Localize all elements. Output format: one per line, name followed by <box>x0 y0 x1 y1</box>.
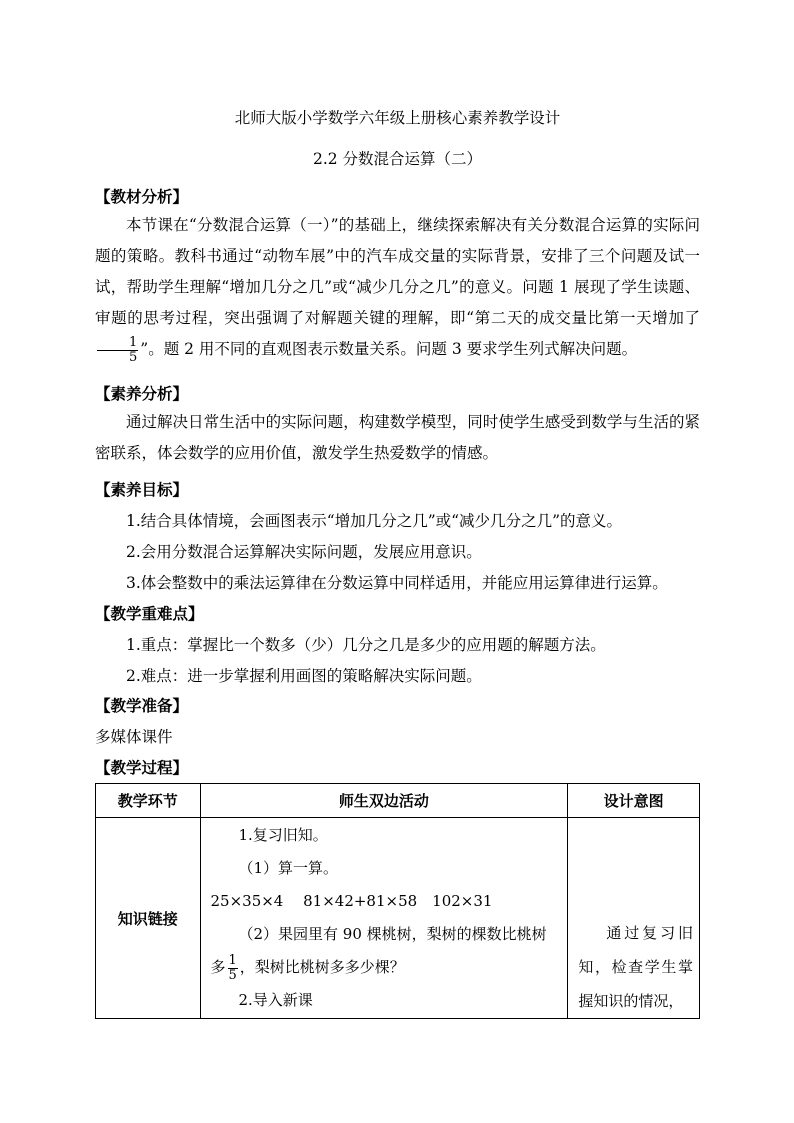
activity-line: （2）果园里有 90 棵桃树，梨树的棵数比桃树 <box>238 925 547 943</box>
activity-line: 1.复习旧知。 <box>238 826 328 844</box>
fraction-denominator: 5 <box>228 967 237 983</box>
table-row <box>96 818 700 1019</box>
section-heading-goals: 【素养目标】 <box>95 480 189 499</box>
keypoint-item-1: 1.重点：掌握比一个数多（少）几分之几是多少的应用题的解题方法。 <box>126 636 606 654</box>
activity-text: 多 <box>210 958 226 976</box>
activity-cell <box>200 818 568 1019</box>
fraction-numerator: 1 <box>97 336 138 351</box>
fraction-one-fifth <box>228 954 238 983</box>
column-header-activity: 师生双边活动 <box>200 784 568 818</box>
activity-line <box>211 951 567 984</box>
stage-cell: 知识链接 <box>96 818 201 1019</box>
goal-item-2: 2.会用分数混合运算解决实际问题，发展应用意识。 <box>126 543 482 561</box>
section-heading-prep: 【教学准备】 <box>95 696 189 715</box>
column-header-stage: 教学环节 <box>96 784 201 818</box>
textbook-text-part-1: 本节课在“分数混合运算（一）”的基础上，继续探索解决有关分数混合运算的实际问题的策略。教科书通过“动物车展”中的汽车成交量的实际背景，安排了三个问题及试一试，帮助学生理解“增加几分之几”或“减少几分之几”的意义。问题 1 展现了学生读题、审题的思考过程，突出强调了对解题关键的理解，即“第二天的成交量比第一天增加了 <box>95 216 700 327</box>
fraction-denominator: 5 <box>129 349 138 365</box>
section-heading-textbook: 【教材分析】 <box>95 187 189 206</box>
prep-text: 多媒体课件 <box>95 728 173 746</box>
literacy-analysis-paragraph: 通过解决日常生活中的实际问题，构建数学模型，同时使学生感受到数学与生活的紧密联系，体会数学的应用价值，激发学生热爱数学的情感。 <box>95 413 700 462</box>
activity-line: （1）算一算。 <box>238 859 339 877</box>
teaching-process-table <box>95 783 700 1019</box>
textbook-analysis-paragraph <box>95 210 700 365</box>
fraction-numerator: 1 <box>228 952 237 968</box>
lesson-title: 2.2 分数混合运算（二） <box>312 150 483 168</box>
column-header-intent: 设计意图 <box>568 784 700 818</box>
activity-line: 2.导入新课 <box>238 991 313 1009</box>
table-header-row <box>96 784 700 818</box>
section-heading-process: 【教学过程】 <box>95 758 189 777</box>
fraction-one-fifth <box>97 336 138 365</box>
document-title: 北师大版小学数学六年级上册核心素养教学设计 <box>234 109 561 127</box>
intent-cell: 通过复习旧知，检查学生掌握知识的情况， <box>568 818 700 1019</box>
section-heading-keypoints: 【教学重难点】 <box>95 604 204 623</box>
section-heading-literacy: 【素养分析】 <box>95 384 189 403</box>
goal-item-3: 3.体会整数中的乘法运算律在分数运算中同样适用，并能应用运算律进行运算。 <box>126 574 668 592</box>
textbook-text-part-2: ”。题 2 用不同的直观图表示数量关系。问题 3 要求学生列式解决问题。 <box>140 340 638 358</box>
activity-line: 25×35×4 81×42+81×58 102×31 <box>210 892 493 910</box>
goal-item-1: 1.结合具体情境，会画图表示“增加几分之几”或“减少几分之几”的意义。 <box>126 512 622 530</box>
activity-text: ，梨树比桃树多多少棵？ <box>239 958 405 976</box>
keypoint-item-2: 2.难点：进一步掌握利用画图的策略解决实际问题。 <box>126 667 482 685</box>
